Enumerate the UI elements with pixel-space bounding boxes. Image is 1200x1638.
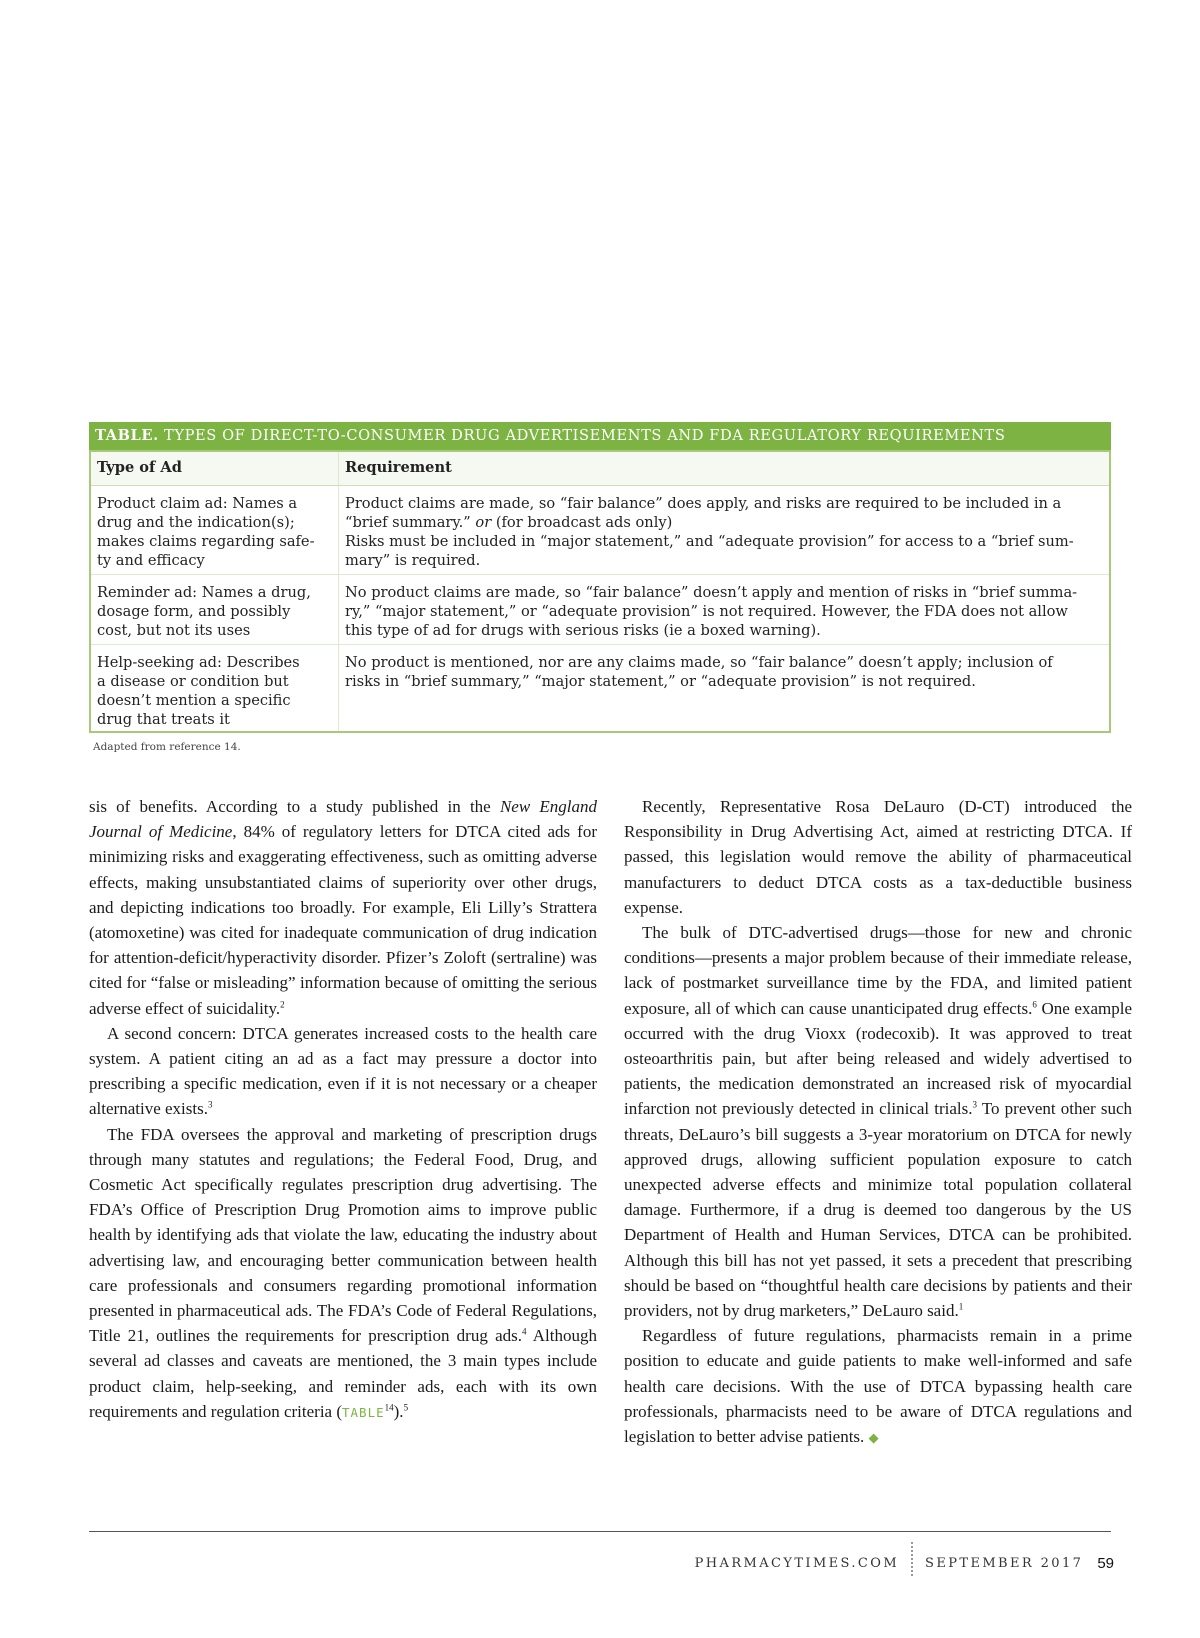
table-title — [89, 422, 1111, 450]
row-reminder-type: Reminder ad: Names a drug, dosage form, and possibly cost, but not its uses — [90, 575, 339, 645]
right-paragraph-2: The bulk of DTC-advertised drugs—those for new and chronic conditions—presents a major problem because of their immediate release, lack of postmarket surveillance time by the FDA, and limited patient exposure, all of which can cause unanticipated drug effects.$^6$ One example occurred with the drug Vioxx (rodecoxib). It was approved to treat osteoarthritis pain, but after being released and widely advertised to patients, the medication demonstrated an increased risk of myocardial infarction not previously detected in clinical trials.$^3$ To prevent other such threats, DeLauro’s bill suggests a 3-year moratorium on DTCA for newly approved drugs, allowing sufficient population exposure to catch unexpected adverse effects and minimize total population collateral damage. Furthermore, if a drug is deemed too dangerous by the US Department of Health and Human Services, DTCA can be prohibited. Although this bill has not yet passed, it sets a precedent that prescribing should be based on “thoughtful health care decisions by patients and their providers, not by drug marketers,” DeLauro said.$^1$ — [624, 923, 1133, 1321]
table-header-row — [90, 451, 1110, 486]
dtc-table-figure — [89, 422, 1111, 753]
header-requirement: Requirement — [339, 451, 1111, 486]
left-paragraph-3: The FDA oversees the approval and marketing of prescription drugs through many statutes and regulations; the Federal Food, Drug, and Cosmetic Act specifically regulates prescription drug advertising. The FDA’s Office of Prescription Drug Promotion aims to improve public health by identifying ads that violate the law, educating the industry about advertising law, and encouraging better communication between health care professionals and consumers regarding promotional information presented in pharmaceutical ads. The FDA’s Code of Federal Regulations, Title 21, outlines the requirements for prescription drug ads.$^4$ Although several ad classes and caveats are mentioned, the 3 main types include product claim, help-seeking, and reminder ads, each with its own requirements and regulation criteria (TABLE$^{14}$).$^5$ — [89, 1124, 597, 1421]
page-number: 59 — [1097, 1554, 1114, 1572]
footer-separator — [911, 1542, 913, 1576]
reference-mark: 5 — [403, 1402, 409, 1413]
right-paragraph-3: Regardless of future regulations, pharmacists remain in a prime position to educate and guide patients to make well-informed and safe health care decisions. With the use of DTCA bypassing health care professionals, pharmacists need to be aware of DTCA regulations and legislation to better advise patients. ◆ — [624, 1326, 1132, 1447]
table-label: TABLE. — [95, 427, 159, 444]
row-product-claim-requirement: Product claims are made, so “fair balance” does apply, and risks are required to be included in a “brief summary.” or (for broadcast ads only) Risks must be included in “major statement,” and “adequate provision” for access to a “brief sum- mary” is required. — [339, 486, 1111, 575]
row-help-seeking-type: Help-seeking ad: Describes a disease or condition but doesn’t mention a specific drug that treats it — [90, 645, 339, 733]
journal-title: New England Journal of Medicine — [89, 797, 597, 842]
reference-mark: 2 — [280, 998, 285, 1009]
left-paragraph-2: A second concern: DTCA generates increased costs to the health care system. A patient citing an ad as a fact may pressure a doctor into prescribing a specific medication, even if it is not necessary or a cheaper alternative exists.$^3$ — [89, 1023, 597, 1119]
page-footer — [695, 1550, 1114, 1576]
reference-mark: 3 — [207, 1099, 213, 1110]
reference-mark: 1 — [958, 1301, 964, 1312]
reference-mark: 4 — [521, 1326, 527, 1337]
table-cross-reference[interactable]: TABLE — [342, 1404, 385, 1420]
footer-site[interactable]: PHARMACYTIMES.COM — [694, 1555, 900, 1571]
table-title-text: TYPES OF DIRECT-TO-CONSUMER DRUG ADVERTISEMENTS AND FDA REGULATORY REQUIREMENTS — [158, 427, 1006, 444]
right-paragraph-1: Recently, Representative Rosa DeLauro (D-CT) introduced the Responsibility in Drug Advertising Act, aimed at restricting DTCA. If passed, this legislation would remove the ability of pharmaceutical manufacturers to deduct DTCA costs as a tax-deductible business expense. — [624, 797, 1132, 917]
right-column — [624, 794, 1132, 1450]
header-type-of-ad: Type of Ad — [90, 451, 339, 486]
table-caption: Adapted from reference 14. — [93, 741, 241, 753]
table-row — [90, 645, 1110, 733]
left-column — [89, 794, 597, 1425]
reference-mark: 14 — [384, 1402, 394, 1413]
table-row — [90, 486, 1110, 575]
footer-issue: SEPTEMBER 2017 — [925, 1555, 1084, 1571]
ad-types-table — [89, 450, 1111, 733]
end-of-article-diamond-icon: ◆ — [868, 1430, 879, 1446]
row-reminder-requirement: No product claims are made, so “fair balance” doesn’t apply and mention of risks in “brief summa- ry,” “major statement,” or “adequate provision” is not required. However, the FDA does not allow this type of ad for drugs with serious risks (ie a boxed warning). — [339, 575, 1111, 645]
left-paragraph-1: sis of benefits. According to a study published in the New England Journal of Medicine, 84% of regulatory letters for DTCA cited ads for minimizing risks and exaggerating effectiveness, such as omitting adverse effects, making unsubstantiated claims of superiority over other drugs, and depicting indications too broadly. For example, Eli Lilly’s Strattera (atomoxetine) was cited for inadequate communication of drug indication for attention-deficit/hyperactivity disorder. Pfizer’s Zoloft (sertraline) was cited for “false or misleading” information because of omitting the serious adverse effect of suicidality.$^2$ — [89, 797, 597, 1018]
reference-mark: 6 — [1032, 998, 1037, 1009]
reference-mark: 3 — [972, 1099, 977, 1110]
row-product-claim-type: Product claim ad: Names a drug and the indication(s); makes claims regarding safe- ty and efficacy — [90, 486, 339, 575]
table-row — [90, 575, 1110, 645]
footer-rule — [89, 1531, 1111, 1532]
row-help-seeking-requirement: No product is mentioned, nor are any claims made, so “fair balance” doesn’t apply; inclusion of risks in “brief summary,” “major statement,” or “adequate provision” is not required. — [345, 654, 1053, 690]
